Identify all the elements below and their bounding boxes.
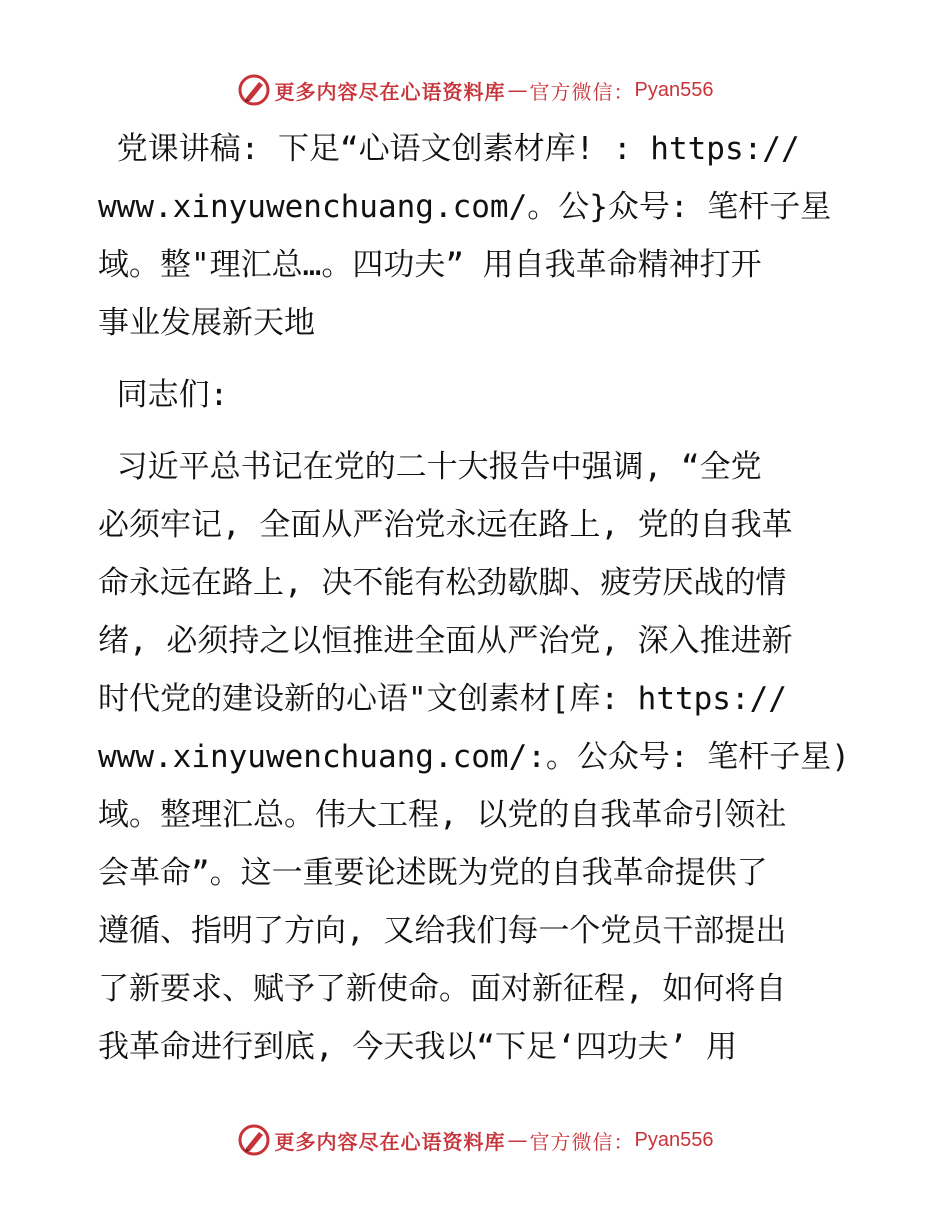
title-line: 党课讲稿: 下足“心语文创素材库! : https:// bbox=[98, 131, 800, 167]
body-line: 了新要求、赋予了新使命。面对新征程, 如何将自 bbox=[98, 971, 787, 1007]
body-line: 我革命进行到底, 今天我以“下足‘四功夫’ 用 bbox=[98, 1029, 737, 1065]
body-line: www.xinyuwenchuang.com/:。公众号: 笔杆子星) bbox=[98, 739, 850, 775]
title-line: 域。整"理汇总…。四功夫” 用自我革命精神打开 bbox=[98, 247, 762, 283]
body-line: 绪, 必须持之以恒推进全面从严治党, 深入推进新 bbox=[98, 623, 793, 659]
watermark-official-label: 官方微信： bbox=[529, 1129, 635, 1154]
watermark-dash: — bbox=[507, 1128, 528, 1152]
watermark-main-text: 更多内容尽在心语资料库 bbox=[274, 1129, 506, 1154]
body-line: 命永远在路上, 决不能有松劲歇脚、疲劳厌战的情 bbox=[98, 565, 787, 601]
watermark-wechat-id: Pyan556 bbox=[634, 1128, 714, 1151]
body-line: 必须牢记, 全面从严治党永远在路上, 党的自我革 bbox=[98, 507, 793, 543]
body-line: 遵循、指明了方向, 又给我们每一个党员干部提出 bbox=[98, 913, 787, 949]
body-line: 时代党的建设新的心语"文创素材[库: https:// bbox=[98, 681, 787, 717]
title-line: 事业发展新天地 bbox=[98, 305, 315, 341]
watermark-main-text: 更多内容尽在心语资料库 bbox=[274, 79, 506, 104]
footer-watermark bbox=[0, 1120, 950, 1160]
paragraph-gap bbox=[98, 424, 858, 438]
body-line: 习近平总书记在党的二十大报告中强调, “全党 bbox=[98, 449, 762, 485]
title-line: www.xinyuwenchuang.com/。公}众号: 笔杆子星 bbox=[98, 189, 832, 225]
watermark-wechat-id: Pyan556 bbox=[634, 78, 714, 101]
paragraph-gap bbox=[98, 352, 858, 366]
pen-logo-icon bbox=[237, 1123, 271, 1157]
document-body bbox=[98, 120, 858, 1076]
watermark-official-label: 官方微信： bbox=[529, 79, 635, 104]
header-watermark bbox=[0, 70, 950, 110]
body-line: 会革命”。这一重要论述既为党的自我革命提供了 bbox=[98, 855, 768, 891]
pen-logo-icon bbox=[237, 73, 271, 107]
watermark-dash: — bbox=[507, 78, 528, 102]
greeting-line: 同志们: bbox=[98, 377, 229, 413]
body-line: 域。整理汇总。伟大工程, 以党的自我革命引领社 bbox=[98, 797, 787, 833]
